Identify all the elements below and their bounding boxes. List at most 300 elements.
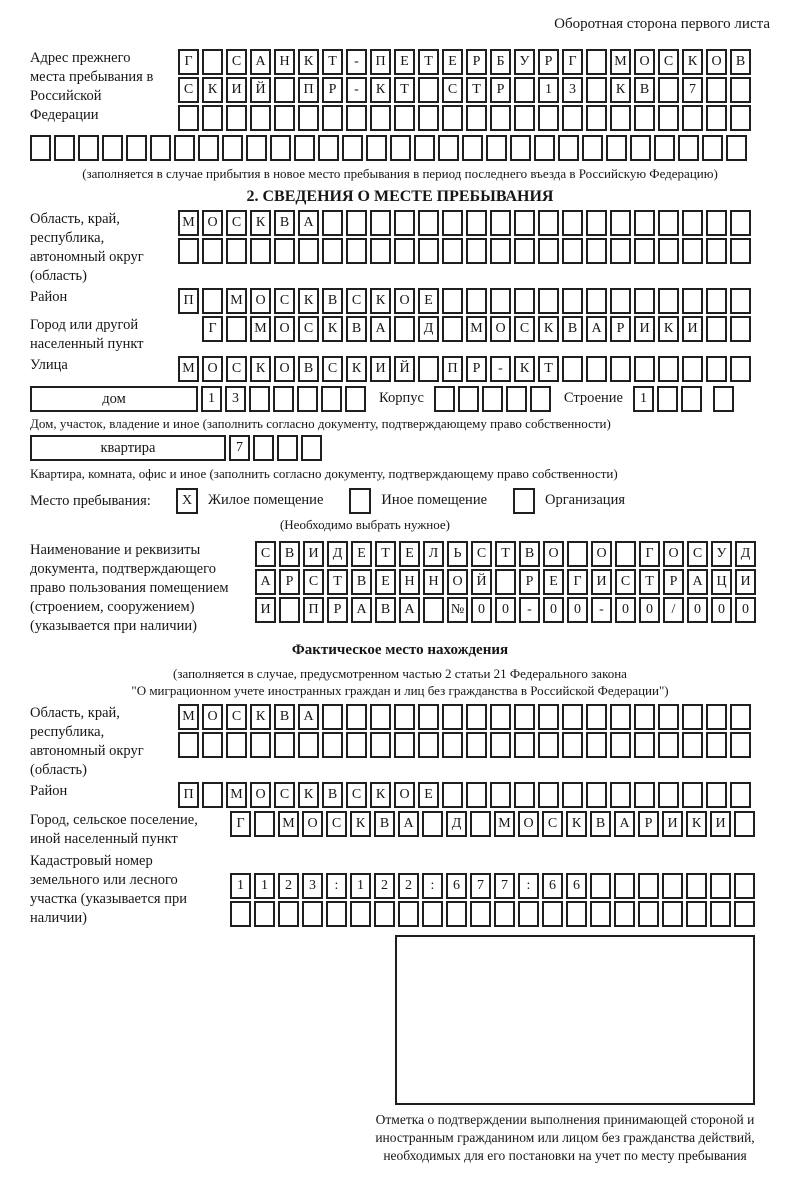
char-cell[interactable]: 2 <box>278 873 299 899</box>
char-cell[interactable] <box>506 386 527 412</box>
char-cell[interactable] <box>562 238 583 264</box>
char-cell[interactable] <box>102 135 123 161</box>
char-cell[interactable]: 0 <box>615 597 636 623</box>
char-cell[interactable]: И <box>682 316 703 342</box>
char-cell[interactable] <box>462 135 483 161</box>
char-cell[interactable]: О <box>447 569 468 595</box>
char-cell[interactable]: М <box>250 316 271 342</box>
char-cell[interactable] <box>567 541 588 567</box>
char-cell[interactable]: 3 <box>225 386 246 412</box>
char-cell[interactable] <box>734 901 755 927</box>
char-cell[interactable] <box>514 210 535 236</box>
char-cell[interactable] <box>346 704 367 730</box>
char-cell[interactable] <box>734 873 755 899</box>
char-cell[interactable] <box>394 238 415 264</box>
char-cell[interactable] <box>538 704 559 730</box>
char-cell[interactable] <box>490 238 511 264</box>
char-cell[interactable] <box>202 732 223 758</box>
char-cell[interactable]: И <box>255 597 276 623</box>
char-cell[interactable] <box>174 135 195 161</box>
char-cell[interactable] <box>322 732 343 758</box>
char-cell[interactable]: Д <box>418 316 439 342</box>
char-cell[interactable]: 0 <box>735 597 756 623</box>
char-cell[interactable]: В <box>298 356 319 382</box>
char-cell[interactable] <box>490 105 511 131</box>
char-cell[interactable]: 0 <box>639 597 660 623</box>
char-cell[interactable] <box>490 704 511 730</box>
char-cell[interactable]: О <box>274 356 295 382</box>
char-cell[interactable] <box>514 782 535 808</box>
char-cell[interactable] <box>274 732 295 758</box>
char-cell[interactable] <box>302 901 323 927</box>
char-cell[interactable]: М <box>466 316 487 342</box>
char-cell[interactable] <box>346 210 367 236</box>
char-cell[interactable] <box>706 105 727 131</box>
char-cell[interactable]: 1 <box>350 873 371 899</box>
char-cell[interactable]: Р <box>538 49 559 75</box>
char-cell[interactable]: 0 <box>687 597 708 623</box>
char-cell[interactable]: Н <box>423 569 444 595</box>
char-cell[interactable]: 7 <box>682 77 703 103</box>
char-cell[interactable]: К <box>566 811 587 837</box>
char-cell[interactable]: К <box>250 704 271 730</box>
char-cell[interactable]: Е <box>418 782 439 808</box>
char-cell[interactable]: К <box>610 77 631 103</box>
char-cell[interactable]: Р <box>466 356 487 382</box>
char-cell[interactable] <box>418 732 439 758</box>
char-cell[interactable] <box>658 77 679 103</box>
char-cell[interactable] <box>126 135 147 161</box>
char-cell[interactable]: 3 <box>562 77 583 103</box>
char-cell[interactable]: К <box>370 782 391 808</box>
char-cell[interactable] <box>586 105 607 131</box>
char-cell[interactable] <box>706 732 727 758</box>
char-cell[interactable] <box>514 77 535 103</box>
char-cell[interactable]: А <box>399 597 420 623</box>
char-cell[interactable] <box>610 704 631 730</box>
char-cell[interactable]: В <box>322 288 343 314</box>
char-cell[interactable] <box>634 704 655 730</box>
char-cell[interactable] <box>394 704 415 730</box>
char-cell[interactable]: К <box>202 77 223 103</box>
char-cell[interactable]: К <box>298 782 319 808</box>
char-cell[interactable] <box>706 288 727 314</box>
char-cell[interactable] <box>466 105 487 131</box>
char-cell[interactable]: Т <box>538 356 559 382</box>
char-cell[interactable]: 1 <box>538 77 559 103</box>
char-cell[interactable]: В <box>274 704 295 730</box>
char-cell[interactable]: И <box>303 541 324 567</box>
char-cell[interactable] <box>538 238 559 264</box>
char-cell[interactable] <box>346 105 367 131</box>
char-cell[interactable]: Г <box>202 316 223 342</box>
char-cell[interactable] <box>274 238 295 264</box>
char-cell[interactable] <box>486 135 507 161</box>
char-cell[interactable] <box>538 210 559 236</box>
char-cell[interactable] <box>249 386 270 412</box>
char-cell[interactable] <box>422 901 443 927</box>
char-cell[interactable]: О <box>250 288 271 314</box>
char-cell[interactable]: С <box>298 316 319 342</box>
char-cell[interactable] <box>250 732 271 758</box>
char-cell[interactable] <box>494 901 515 927</box>
char-cell[interactable]: Р <box>663 569 684 595</box>
char-cell[interactable] <box>418 105 439 131</box>
char-cell[interactable]: К <box>322 316 343 342</box>
char-cell[interactable] <box>442 782 463 808</box>
char-cell[interactable]: Н <box>399 569 420 595</box>
char-cell[interactable] <box>202 782 223 808</box>
char-cell[interactable]: К <box>250 210 271 236</box>
char-cell[interactable] <box>610 238 631 264</box>
char-cell[interactable] <box>658 288 679 314</box>
char-cell[interactable]: Н <box>274 49 295 75</box>
char-cell[interactable] <box>370 105 391 131</box>
char-cell[interactable]: Е <box>394 49 415 75</box>
char-cell[interactable] <box>706 77 727 103</box>
char-cell[interactable] <box>682 782 703 808</box>
char-cell[interactable] <box>542 901 563 927</box>
char-cell[interactable] <box>682 356 703 382</box>
char-cell[interactable]: 0 <box>567 597 588 623</box>
char-cell[interactable] <box>606 135 627 161</box>
char-cell[interactable]: Р <box>638 811 659 837</box>
char-cell[interactable]: И <box>710 811 731 837</box>
char-cell[interactable]: О <box>202 356 223 382</box>
char-cell[interactable] <box>422 811 443 837</box>
char-cell[interactable] <box>322 105 343 131</box>
char-cell[interactable] <box>222 135 243 161</box>
char-cell[interactable] <box>414 135 435 161</box>
char-cell[interactable] <box>30 135 51 161</box>
char-cell[interactable]: А <box>351 597 372 623</box>
char-cell[interactable] <box>202 288 223 314</box>
char-cell[interactable] <box>226 238 247 264</box>
char-cell[interactable] <box>514 732 535 758</box>
char-cell[interactable]: М <box>226 288 247 314</box>
char-cell[interactable] <box>418 238 439 264</box>
char-cell[interactable] <box>346 238 367 264</box>
char-cell[interactable]: Р <box>279 569 300 595</box>
char-cell[interactable]: О <box>543 541 564 567</box>
char-cell[interactable]: И <box>370 356 391 382</box>
char-cell[interactable]: Й <box>471 569 492 595</box>
char-cell[interactable]: У <box>711 541 732 567</box>
char-cell[interactable] <box>730 356 751 382</box>
char-cell[interactable]: : <box>326 873 347 899</box>
char-cell[interactable] <box>370 210 391 236</box>
char-cell[interactable] <box>318 135 339 161</box>
char-cell[interactable] <box>658 732 679 758</box>
checkbox-other-premise[interactable] <box>349 488 371 514</box>
char-cell[interactable]: Р <box>322 77 343 103</box>
char-cell[interactable] <box>466 732 487 758</box>
char-cell[interactable] <box>586 288 607 314</box>
char-cell[interactable]: С <box>178 77 199 103</box>
char-cell[interactable]: А <box>250 49 271 75</box>
char-cell[interactable] <box>634 105 655 131</box>
char-cell[interactable] <box>298 732 319 758</box>
char-cell[interactable] <box>230 901 251 927</box>
char-cell[interactable]: О <box>634 49 655 75</box>
char-cell[interactable] <box>250 238 271 264</box>
char-cell[interactable]: И <box>634 316 655 342</box>
char-cell[interactable]: С <box>442 77 463 103</box>
char-cell[interactable] <box>702 135 723 161</box>
char-cell[interactable]: М <box>178 210 199 236</box>
char-cell[interactable]: К <box>370 288 391 314</box>
char-cell[interactable]: Р <box>327 597 348 623</box>
char-cell[interactable] <box>538 732 559 758</box>
char-cell[interactable] <box>706 356 727 382</box>
char-cell[interactable] <box>610 288 631 314</box>
char-cell[interactable] <box>442 316 463 342</box>
char-cell[interactable] <box>713 386 734 412</box>
char-cell[interactable] <box>490 210 511 236</box>
char-cell[interactable]: 0 <box>543 597 564 623</box>
char-cell[interactable] <box>458 386 479 412</box>
char-cell[interactable]: П <box>370 49 391 75</box>
char-cell[interactable]: А <box>586 316 607 342</box>
char-cell[interactable]: К <box>514 356 535 382</box>
char-cell[interactable]: О <box>202 704 223 730</box>
char-cell[interactable]: 1 <box>633 386 654 412</box>
char-cell[interactable] <box>538 782 559 808</box>
char-cell[interactable]: П <box>178 782 199 808</box>
char-cell[interactable] <box>246 135 267 161</box>
char-cell[interactable] <box>418 704 439 730</box>
char-cell[interactable] <box>658 356 679 382</box>
char-cell[interactable] <box>582 135 603 161</box>
char-cell[interactable]: Г <box>639 541 660 567</box>
char-cell[interactable]: М <box>226 782 247 808</box>
char-cell[interactable]: Т <box>327 569 348 595</box>
char-cell[interactable] <box>681 386 702 412</box>
char-cell[interactable] <box>278 901 299 927</box>
char-cell[interactable]: В <box>374 811 395 837</box>
char-cell[interactable]: С <box>346 782 367 808</box>
char-cell[interactable] <box>530 386 551 412</box>
char-cell[interactable]: Б <box>490 49 511 75</box>
char-cell[interactable] <box>514 288 535 314</box>
char-cell[interactable] <box>634 732 655 758</box>
char-cell[interactable] <box>634 238 655 264</box>
char-cell[interactable]: Й <box>394 356 415 382</box>
char-cell[interactable]: Т <box>375 541 396 567</box>
char-cell[interactable] <box>466 238 487 264</box>
char-cell[interactable]: 6 <box>566 873 587 899</box>
char-cell[interactable] <box>658 105 679 131</box>
char-cell[interactable]: Р <box>610 316 631 342</box>
char-cell[interactable] <box>534 135 555 161</box>
char-cell[interactable]: И <box>735 569 756 595</box>
char-cell[interactable] <box>226 105 247 131</box>
char-cell[interactable] <box>730 77 751 103</box>
char-cell[interactable] <box>682 288 703 314</box>
char-cell[interactable] <box>614 873 635 899</box>
char-cell[interactable]: 1 <box>230 873 251 899</box>
char-cell[interactable]: - <box>346 77 367 103</box>
char-cell[interactable]: П <box>298 77 319 103</box>
char-cell[interactable]: А <box>255 569 276 595</box>
char-cell[interactable]: Г <box>567 569 588 595</box>
char-cell[interactable]: Д <box>735 541 756 567</box>
char-cell[interactable] <box>706 782 727 808</box>
char-cell[interactable]: - <box>591 597 612 623</box>
char-cell[interactable] <box>630 135 651 161</box>
char-cell[interactable]: А <box>298 704 319 730</box>
char-cell[interactable] <box>294 135 315 161</box>
char-cell[interactable] <box>253 435 274 461</box>
char-cell[interactable] <box>298 105 319 131</box>
char-cell[interactable]: С <box>226 49 247 75</box>
char-cell[interactable] <box>254 901 275 927</box>
char-cell[interactable]: Т <box>466 77 487 103</box>
char-cell[interactable] <box>322 210 343 236</box>
char-cell[interactable] <box>438 135 459 161</box>
char-cell[interactable]: К <box>686 811 707 837</box>
char-cell[interactable]: 1 <box>201 386 222 412</box>
char-cell[interactable]: П <box>178 288 199 314</box>
char-cell[interactable]: Т <box>322 49 343 75</box>
checkbox-residential[interactable]: X <box>176 488 198 514</box>
char-cell[interactable]: С <box>322 356 343 382</box>
char-cell[interactable]: 0 <box>495 597 516 623</box>
char-cell[interactable] <box>682 105 703 131</box>
char-cell[interactable] <box>178 105 199 131</box>
char-cell[interactable]: О <box>591 541 612 567</box>
char-cell[interactable] <box>418 210 439 236</box>
char-cell[interactable] <box>150 135 171 161</box>
char-cell[interactable] <box>610 732 631 758</box>
char-cell[interactable] <box>466 782 487 808</box>
char-cell[interactable]: А <box>298 210 319 236</box>
char-cell[interactable]: Р <box>466 49 487 75</box>
char-cell[interactable]: С <box>687 541 708 567</box>
char-cell[interactable] <box>326 901 347 927</box>
char-cell[interactable] <box>586 732 607 758</box>
char-cell[interactable]: С <box>346 288 367 314</box>
char-cell[interactable]: О <box>518 811 539 837</box>
char-cell[interactable] <box>514 105 535 131</box>
char-cell[interactable] <box>495 569 516 595</box>
char-cell[interactable]: О <box>663 541 684 567</box>
char-cell[interactable]: С <box>615 569 636 595</box>
char-cell[interactable]: С <box>226 210 247 236</box>
char-cell[interactable]: К <box>658 316 679 342</box>
char-cell[interactable] <box>682 732 703 758</box>
char-cell[interactable] <box>277 435 298 461</box>
char-cell[interactable]: О <box>250 782 271 808</box>
char-cell[interactable] <box>442 238 463 264</box>
char-cell[interactable] <box>342 135 363 161</box>
char-cell[interactable]: - <box>346 49 367 75</box>
char-cell[interactable]: И <box>226 77 247 103</box>
char-cell[interactable]: : <box>518 873 539 899</box>
char-cell[interactable]: Д <box>446 811 467 837</box>
char-cell[interactable] <box>514 704 535 730</box>
char-cell[interactable] <box>610 210 631 236</box>
char-cell[interactable] <box>562 210 583 236</box>
char-cell[interactable] <box>54 135 75 161</box>
char-cell[interactable] <box>586 782 607 808</box>
char-cell[interactable] <box>678 135 699 161</box>
char-cell[interactable]: С <box>542 811 563 837</box>
char-cell[interactable] <box>202 105 223 131</box>
char-cell[interactable]: В <box>375 597 396 623</box>
char-cell[interactable]: П <box>442 356 463 382</box>
char-cell[interactable] <box>370 732 391 758</box>
char-cell[interactable] <box>730 288 751 314</box>
char-cell[interactable] <box>657 386 678 412</box>
char-cell[interactable]: / <box>663 597 684 623</box>
char-cell[interactable]: О <box>394 782 415 808</box>
char-cell[interactable] <box>610 105 631 131</box>
char-cell[interactable]: М <box>278 811 299 837</box>
char-cell[interactable] <box>706 238 727 264</box>
char-cell[interactable]: Д <box>327 541 348 567</box>
char-cell[interactable]: С <box>471 541 492 567</box>
char-cell[interactable] <box>442 210 463 236</box>
char-cell[interactable] <box>374 901 395 927</box>
char-cell[interactable]: Т <box>394 77 415 103</box>
char-cell[interactable] <box>202 238 223 264</box>
char-cell[interactable]: Е <box>399 541 420 567</box>
char-cell[interactable] <box>586 238 607 264</box>
char-cell[interactable]: В <box>519 541 540 567</box>
char-cell[interactable] <box>370 704 391 730</box>
char-cell[interactable] <box>615 541 636 567</box>
char-cell[interactable] <box>658 238 679 264</box>
char-cell[interactable] <box>610 356 631 382</box>
char-cell[interactable] <box>442 732 463 758</box>
char-cell[interactable]: 7 <box>229 435 250 461</box>
char-cell[interactable]: М <box>178 704 199 730</box>
char-cell[interactable] <box>490 782 511 808</box>
char-cell[interactable]: К <box>350 811 371 837</box>
char-cell[interactable] <box>586 210 607 236</box>
char-cell[interactable] <box>654 135 675 161</box>
char-cell[interactable] <box>590 873 611 899</box>
char-cell[interactable]: А <box>687 569 708 595</box>
char-cell[interactable]: Г <box>562 49 583 75</box>
char-cell[interactable]: К <box>538 316 559 342</box>
char-cell[interactable]: С <box>226 704 247 730</box>
char-cell[interactable] <box>442 704 463 730</box>
char-cell[interactable] <box>562 356 583 382</box>
char-cell[interactable]: : <box>422 873 443 899</box>
char-cell[interactable] <box>370 238 391 264</box>
char-cell[interactable] <box>466 704 487 730</box>
char-cell[interactable]: С <box>658 49 679 75</box>
char-cell[interactable]: В <box>351 569 372 595</box>
char-cell[interactable] <box>610 782 631 808</box>
char-cell[interactable]: В <box>562 316 583 342</box>
char-cell[interactable] <box>178 238 199 264</box>
char-cell[interactable]: В <box>634 77 655 103</box>
char-cell[interactable]: О <box>706 49 727 75</box>
char-cell[interactable]: К <box>298 49 319 75</box>
char-cell[interactable] <box>686 873 707 899</box>
char-cell[interactable] <box>730 782 751 808</box>
char-cell[interactable] <box>490 288 511 314</box>
char-cell[interactable]: О <box>394 288 415 314</box>
char-cell[interactable] <box>562 288 583 314</box>
char-cell[interactable] <box>470 901 491 927</box>
char-cell[interactable] <box>273 386 294 412</box>
char-cell[interactable] <box>638 901 659 927</box>
char-cell[interactable] <box>730 238 751 264</box>
